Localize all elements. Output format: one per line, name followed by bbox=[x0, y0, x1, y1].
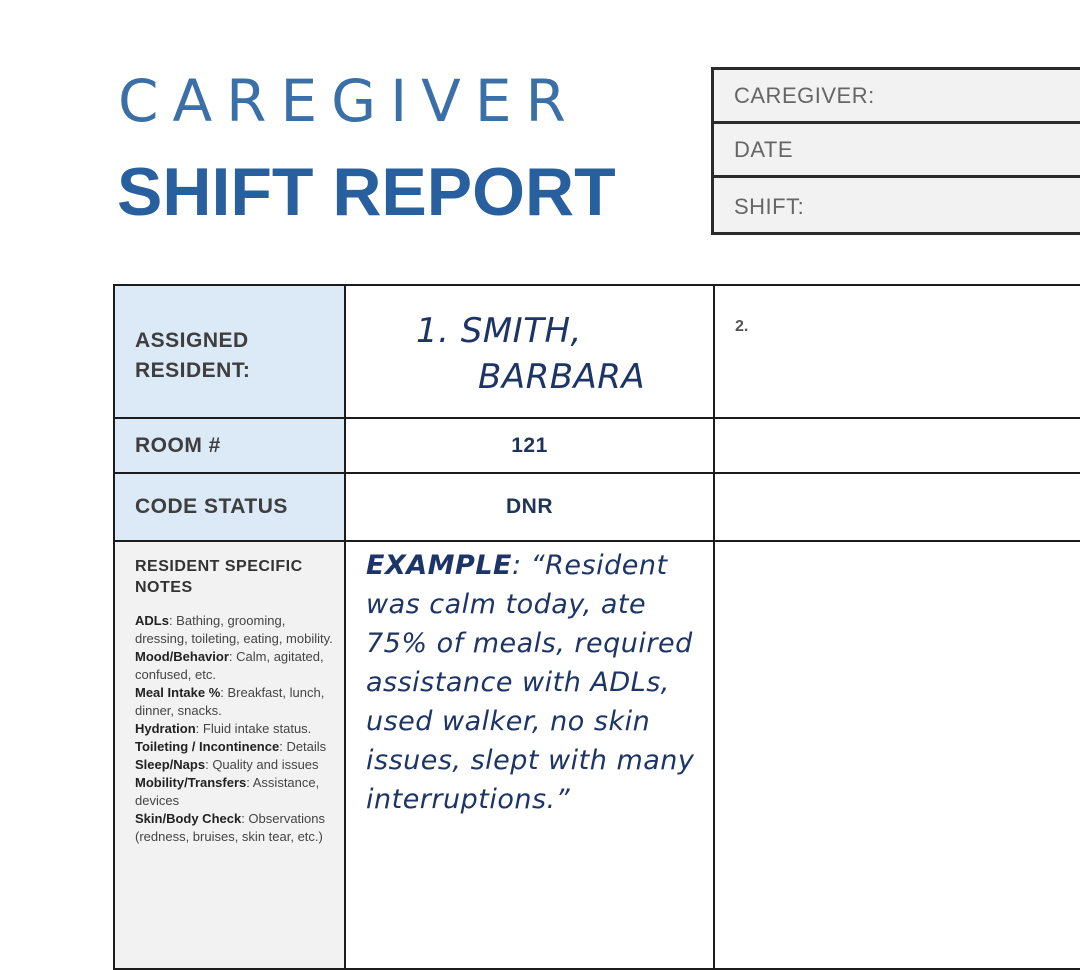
notes-1-cell[interactable] bbox=[344, 540, 715, 970]
shift-label: SHIFT: bbox=[734, 193, 805, 219]
notes-guide-item-text: : Observations (redness, bruises, skin tear, etc.) bbox=[135, 811, 326, 844]
notes-guide-item-text: : Breakfast, lunch, dinner, snacks. bbox=[135, 685, 325, 718]
resident-1-name-cell[interactable] bbox=[344, 284, 715, 419]
notes-title: RESIDENT SPECIFIC NOTES bbox=[135, 558, 303, 596]
resident-2-number: 2. bbox=[735, 318, 749, 335]
notes-label-cell bbox=[113, 540, 346, 970]
notes-guide-item-key: ADLs bbox=[135, 613, 169, 628]
notes-guide-item-key: Meal Intake % bbox=[135, 685, 221, 700]
room-2-cell[interactable] bbox=[713, 417, 1080, 474]
assigned-resident-label: ASSIGNED RESIDENT: bbox=[135, 329, 251, 382]
notes-guide-item bbox=[135, 756, 333, 774]
code-status-1-value: DNR bbox=[506, 495, 553, 518]
resident-1-name-line2: BARBARA bbox=[478, 357, 646, 397]
notes-guide-item-text: : Quality and issues bbox=[205, 757, 319, 772]
notes-guide-item-key: Sleep/Naps bbox=[135, 757, 206, 772]
room-1-value: 121 bbox=[511, 433, 548, 457]
shift-field[interactable] bbox=[714, 178, 1080, 235]
page-title-caregiver: CAREGIVER bbox=[118, 67, 580, 135]
notes-guide-item-key: Skin/Body Check bbox=[135, 811, 242, 826]
assigned-resident-label-cell bbox=[113, 284, 346, 419]
page-title-shift-report: SHIFT REPORT bbox=[117, 154, 616, 230]
resident-table bbox=[113, 284, 1080, 964]
code-status-label: CODE STATUS bbox=[135, 495, 288, 518]
notes-guide-item-key: Mobility/Transfers bbox=[135, 775, 247, 790]
room-1-cell[interactable] bbox=[344, 417, 715, 474]
resident-2-name-cell[interactable] bbox=[713, 284, 1080, 419]
caregiver-label: CAREGIVER: bbox=[734, 82, 875, 108]
date-label: DATE bbox=[734, 136, 794, 162]
notes-guide-item bbox=[135, 810, 333, 846]
notes-guide-item-text: : Details bbox=[279, 739, 327, 754]
notes-guide-item bbox=[135, 648, 333, 684]
notes-guide-item-key: Toileting / Incontinence bbox=[135, 739, 280, 754]
resident-1-name bbox=[416, 308, 645, 400]
notes-guide-item bbox=[135, 774, 333, 810]
notes-guide-list bbox=[135, 612, 333, 846]
notes-guide-item-text: : Fluid intake status. bbox=[195, 721, 312, 736]
caregiver-field[interactable] bbox=[714, 70, 1080, 124]
example-text: : “Resident was calm today, ate 75% of meals, required assistance with ADLs, used walker, no skin issues, slept with many interruptions.” bbox=[366, 550, 695, 815]
notes-guide-item-key: Mood/Behavior bbox=[135, 649, 229, 664]
room-label-cell bbox=[113, 417, 346, 474]
code-status-label-cell bbox=[113, 472, 346, 542]
notes-guide-item-text: : Calm, agitated, confused, etc. bbox=[135, 649, 324, 682]
code-status-1-cell[interactable] bbox=[344, 472, 715, 542]
example-note bbox=[366, 546, 703, 819]
notes-guide-item-key: Hydration bbox=[135, 721, 196, 736]
date-field[interactable] bbox=[714, 124, 1080, 178]
notes-guide-item bbox=[135, 684, 333, 720]
room-label: ROOM # bbox=[135, 433, 221, 457]
header-info-box bbox=[711, 67, 1080, 235]
notes-guide-item bbox=[135, 612, 333, 648]
code-status-2-cell[interactable] bbox=[713, 472, 1080, 542]
notes-2-cell[interactable] bbox=[713, 540, 1080, 970]
example-label: EXAMPLE bbox=[366, 550, 512, 581]
notes-guide-item bbox=[135, 720, 333, 738]
notes-guide-item-text: : Assistance, devices bbox=[135, 775, 320, 808]
resident-1-name-line1: 1. SMITH, bbox=[416, 311, 582, 351]
notes-guide-item bbox=[135, 738, 333, 756]
notes-guide-item-text: : Bathing, grooming, dressing, toileting, eating, mobility. bbox=[135, 613, 333, 646]
